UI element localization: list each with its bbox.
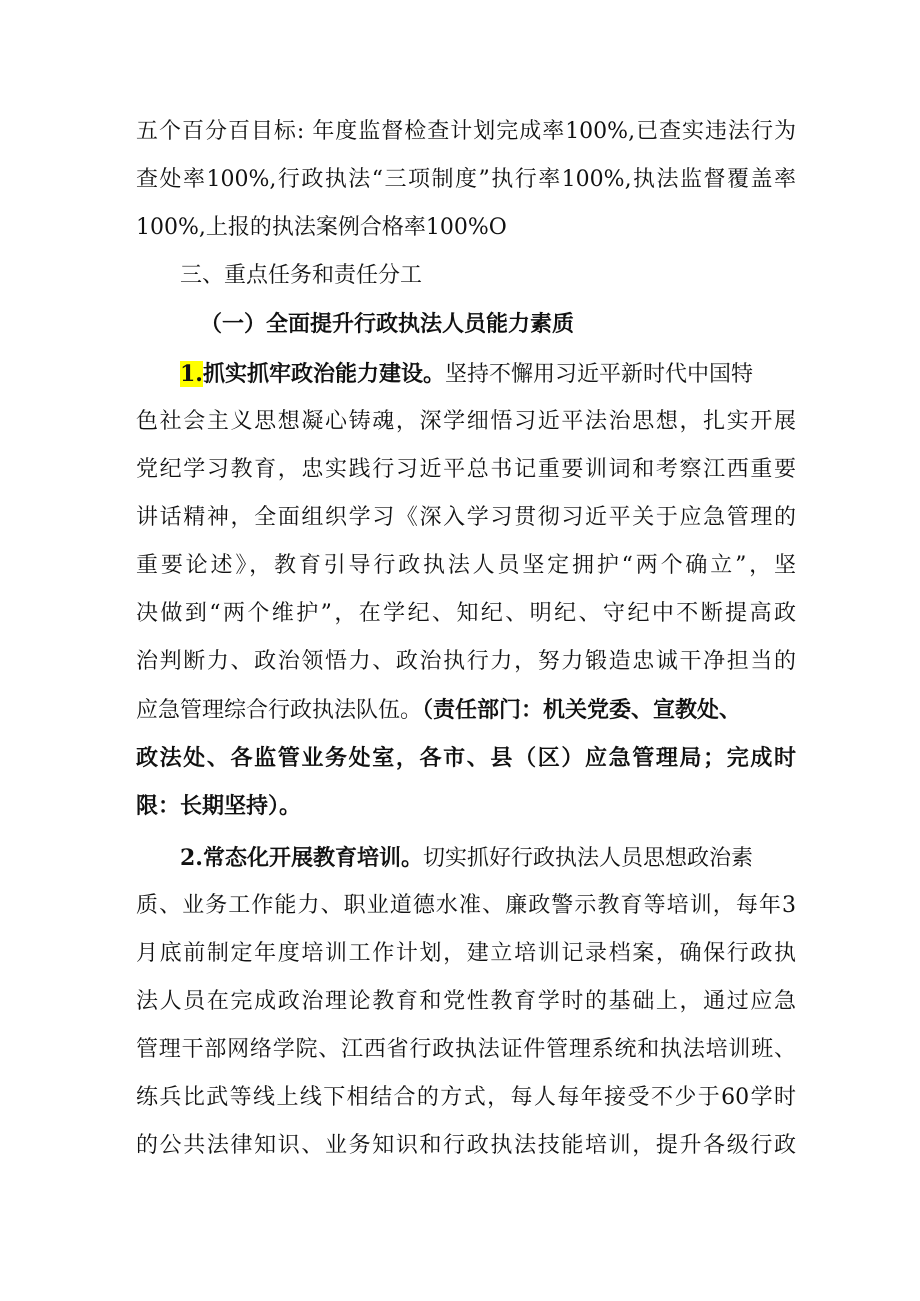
item1-line-7: 治判断力、政治领悟力、政治执行力，努力锻造忠诚干净担当的: [136, 649, 796, 674]
item2-line-2: 质、业务工作能力、职业道德水准、廉政警示教育等培训，每年3: [136, 893, 796, 918]
item2-line-6: 练兵比武等线上线下相结合的方式，每人每年接受不少于60学时: [136, 1085, 796, 1110]
section-heading: 三、重点任务和责任分工: [180, 263, 423, 288]
item1-line-8: [136, 696, 796, 725]
item2-line-7: 的公共法律知识、业务知识和行政执法技能培训，提升各级行政: [136, 1133, 796, 1158]
item2-line-5: 管理干部网络学院、江西省行政执法证件管理系统和执法培训班、: [136, 1037, 796, 1062]
intro-line-3: 100%,上报的执法案例合格率100%O: [136, 215, 507, 240]
intro-line-1: 五个百分百目标: 年度监督检查计划完成率100%,已查实违法行为: [136, 119, 796, 144]
item2-line-4: 法人员在完成政治理论教育和党性教育学时的基础上，通过应急: [136, 989, 796, 1014]
item1-line-6: 决做到“两个维护”，在学纪、知纪、明纪、守纪中不断提高政: [136, 601, 796, 626]
item1-line-4: 讲话精神，全面组织学习《深入学习贯彻习近平关于应急管理的: [136, 505, 796, 530]
item1-first-line: [180, 360, 796, 389]
subsection-heading: （一）全面提升行政执法人员能力素质: [200, 311, 575, 337]
item2-line-3: 月底前制定年度培训工作计划，建立培训记录档案，确保行政执: [136, 941, 796, 966]
item1-number: 1.: [180, 361, 203, 387]
item1-line-2: 色社会主义思想凝心铸魂，深学细悟习近平法治思想，扎实开展: [136, 409, 796, 434]
item1-line-9: 政法处、各监管业务处室，各市、县（区）应急管理局；完成时: [136, 745, 796, 771]
item1-line-3: 党纪学习教育，忠实践行习近平总书记重要训词和考察江西重要: [136, 457, 796, 482]
item1-first-line-rest: 坚持不懈用习近平新时代中国特: [444, 362, 753, 387]
item1-line-5: 重要论述》，教育引导行政执法人员坚定拥护“两个确立”，坚: [136, 553, 796, 578]
item2-first-line-rest: 切实抓好行政执法人员思想政治素: [422, 846, 753, 871]
item1-line-10: 限：长期坚持）。: [136, 793, 302, 819]
intro-line-2: 查处率100%,行政执法“三项制度”执行率100%,执法监督覆盖率: [136, 167, 796, 192]
item1-line-8-plain: 应急管理综合行政执法队伍。: [136, 698, 423, 723]
item1-line-8-bold: （责任部门：机关党委、宣教处、: [422, 697, 742, 723]
item2-title: 2.常态化开展教育培训。: [180, 845, 423, 871]
item1-title: 抓实抓牢政治能力建设。: [202, 361, 445, 387]
item2-first-line: [180, 844, 796, 873]
